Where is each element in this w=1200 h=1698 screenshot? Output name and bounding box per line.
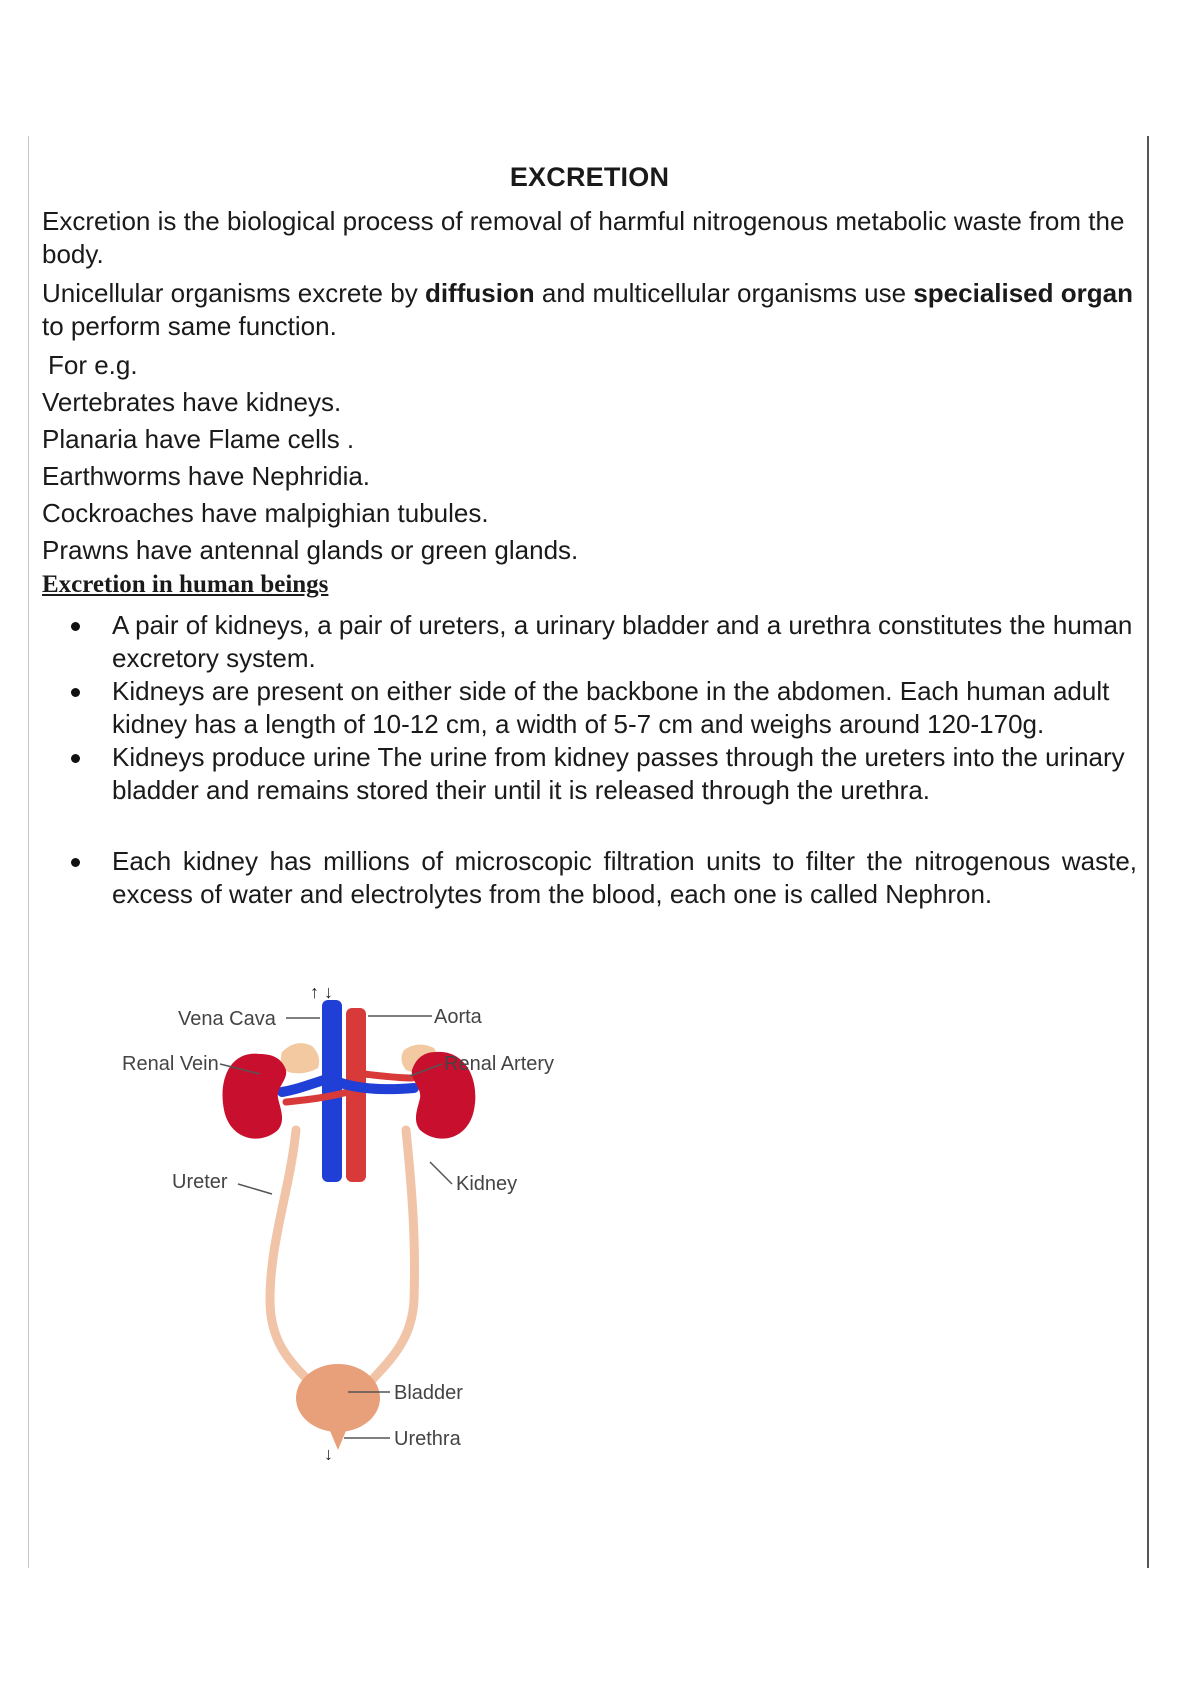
bold-term-specialised-organ: specialised organ [913,278,1133,308]
example-item: Earthworms have Nephridia. [42,461,371,491]
page-border-left [28,136,29,1568]
label-renal-vein: Renal Vein [122,1053,219,1075]
bullet-item: A pair of kidneys, a pair of ureters, a urinary bladder and a urethra constitutes the human excretory system. [42,609,1137,675]
label-renal-artery: Renal Artery [444,1053,555,1075]
text-run: and multicellular organisms use [534,278,914,308]
text-run: Unicellular organisms excrete by [42,278,425,308]
label-ureter: Ureter [172,1171,228,1193]
renal-vein-left [282,1080,324,1092]
bullet-item: Kidneys produce urine The urine from kidney passes through the ureters into the urinary bladder and remains stored their until it is released through the urethra. [42,741,1137,807]
bullet-item: Each kidney has millions of microscopic filtration units to filter the nitrogenous waste, excess of water and electrolytes from the blood, each one is called Nephron. [42,845,1137,911]
leader-line [238,1184,272,1194]
example-item: Cockroaches have malpighian tubules. [42,498,489,528]
excretory-system-svg [110,980,630,1460]
left-ureter [270,1130,308,1380]
section-heading: Excretion in human beings [42,571,329,598]
unicellular-paragraph [42,277,1137,343]
label-aorta: Aorta [434,1006,482,1028]
urine-flow-arrow: ↓ [324,1444,333,1460]
text-run: to perform same function. [42,311,337,341]
example-intro: For e.g. [48,350,138,380]
document-content [42,162,1137,911]
renal-vein-right [338,1082,414,1089]
bladder [296,1364,380,1432]
page-border-right [1147,136,1149,1568]
example-item: Planaria have Flame cells . [42,424,355,454]
label-kidney: Kidney [456,1173,518,1195]
renal-artery-right [364,1074,412,1078]
blood-flow-arrows: ↑ ↓ [310,982,334,1002]
bold-term-diffusion: diffusion [424,278,535,308]
bullet-item: Kidneys are present on either side of the backbone in the abdomen. Each human adult kidney has a length of 10-12 cm, a width of 5-7 cm and weighs around 120-170g. [42,675,1137,741]
bullet-list [42,609,1137,911]
definition-paragraph: Excretion is the biological process of removal of harmful nitrogenous metabolic waste from the body. [42,206,1125,269]
example-item: Vertebrates have kidneys. [42,387,342,417]
leader-line [430,1162,452,1184]
right-ureter [372,1130,415,1380]
page-title: EXCRETION [509,162,670,192]
label-vena-cava: Vena Cava [178,1008,276,1030]
example-item: Prawns have antennal glands or green glands. [42,535,579,565]
label-bladder: Bladder [394,1382,463,1404]
excretory-system-diagram [110,980,630,1460]
label-urethra: Urethra [394,1428,461,1450]
left-adrenal-gland [281,1043,319,1073]
